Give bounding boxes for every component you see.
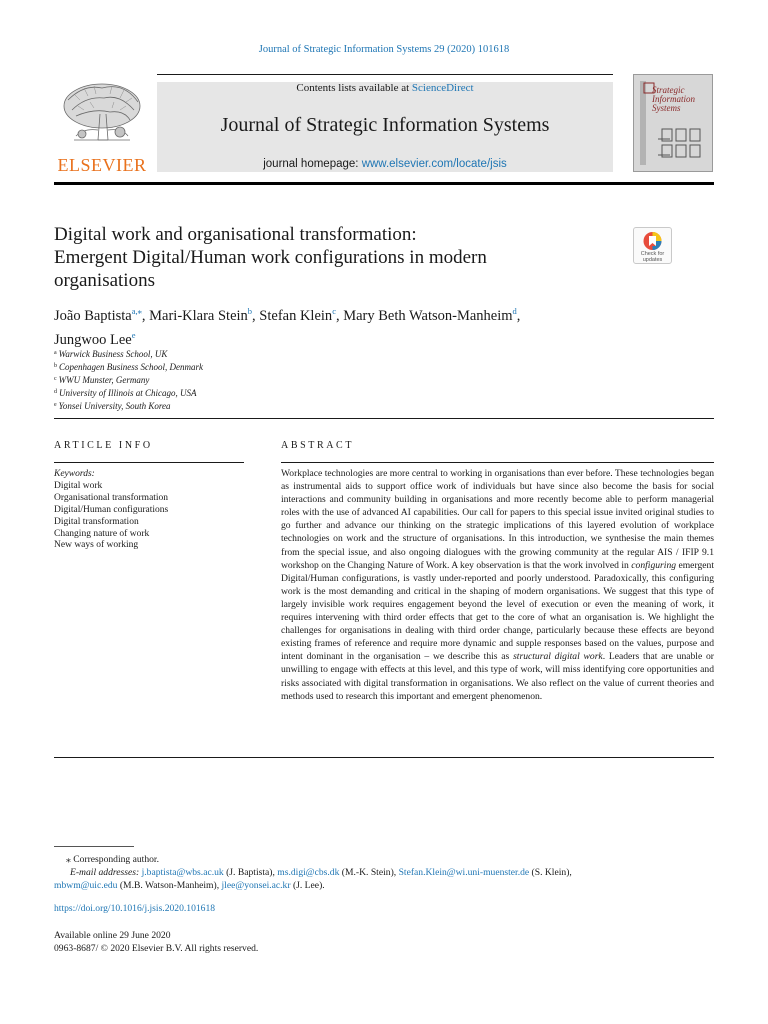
email-owner: (M.-K. Stein),	[339, 867, 399, 878]
homepage-link[interactable]: www.elsevier.com/locate/jsis	[361, 158, 507, 170]
affiliation-item	[54, 373, 203, 386]
section-rule	[54, 757, 714, 758]
affiliation-text: University of Illinois at Chicago, USA	[59, 388, 197, 398]
abstract-body	[281, 467, 714, 703]
article-info-rule	[54, 462, 244, 463]
email-link[interactable]: Stefan.Klein@wi.uni-muenster.de	[398, 867, 530, 878]
sciencedirect-link[interactable]: ScienceDirect	[411, 82, 474, 94]
keyword-item: Digital work	[54, 480, 103, 491]
affiliation-item	[54, 360, 203, 373]
abstract-rule	[281, 462, 714, 463]
crossmark-icon	[634, 230, 671, 252]
keyword-item: Changing nature of work	[54, 528, 150, 539]
affiliation-list	[54, 347, 203, 412]
keyword-list	[54, 469, 168, 552]
email-link[interactable]: j.baptista@wbs.ac.uk	[141, 867, 224, 878]
abstract-emphasis: structural digital work	[513, 651, 603, 663]
journal-citation-link[interactable]: Journal of Strategic Information Systems 29 (2020) 101618	[258, 44, 510, 55]
email-owner: (J. Lee).	[290, 880, 325, 891]
keyword-item: Digital transformation	[54, 516, 139, 527]
affiliation-mark: d	[54, 389, 57, 395]
copyright: 0963-8687/ © 2020 Elsevier B.V. All rights reserved.	[54, 943, 259, 954]
author-affil-mark[interactable]: e	[131, 330, 136, 340]
author-affil-mark[interactable]: c	[332, 306, 336, 316]
title-line: organisations	[54, 270, 155, 291]
affiliation-mark: b	[54, 363, 57, 369]
affiliation-text: Yonsei University, South Korea	[58, 401, 171, 411]
affiliation-text: Warwick Business School, UK	[58, 349, 168, 359]
title-line: Digital work and organisational transformation:	[54, 224, 417, 245]
abstract-text: . Leaders that are unable or unwilling to engage with effects at this level, and this type of work, will miss identifying core opportunities and risks associated with digital transformation in organisations. We also reflect on the value of current theories and methods used to research this important and emergent phenomenon.	[281, 651, 714, 702]
journal-title: Journal of Strategic Information Systems	[220, 114, 550, 136]
publisher-wordmark: ELSEVIER	[57, 155, 147, 175]
contents-prefix: Contents lists available at	[296, 82, 412, 94]
author-separator: ,	[335, 308, 344, 324]
affiliation-item	[54, 399, 203, 412]
abstract-text: Workplace technologies are more central to working in organisations than ever before. These technologies began as instrumental aids to support office work of individuals but have since also become the basis for social interactions and community building in organisations and more recently become able to perform managerial roles with the use of advanced AI capabilities. Our call for papers to this special issue invited original studies to go further and advance our thinking on the strategic implications of this layered evolution of workplace technologies on work and the structure of organisations. In this introduction, we synthesise the main themes from the special issue, and also ongoing dialogues with the growing community at the regular AIS / IFIP 9.1 workshop on the Changing Nature of Work. A key observation is that the work involved in	[281, 468, 714, 571]
doi-link[interactable]: https://doi.org/10.1016/j.jsis.2020.101618	[54, 903, 216, 914]
email-owner: (M.B. Watson-Manheim),	[117, 880, 222, 891]
homepage-prefix: journal homepage:	[263, 158, 362, 170]
top-rule	[157, 74, 613, 75]
keyword-item: Digital/Human configurations	[54, 504, 169, 515]
author-name[interactable]: João Baptista	[54, 308, 132, 324]
footnote-rule	[54, 846, 134, 847]
affiliation-text: Copenhagen Business School, Denmark	[59, 362, 203, 372]
availability	[54, 929, 258, 955]
affiliation-item	[54, 347, 203, 360]
email-link[interactable]: ms.digi@cbs.dk	[277, 867, 340, 878]
affiliation-item	[54, 386, 203, 399]
author-name[interactable]: Jungwoo Lee	[54, 332, 132, 348]
author-list	[54, 302, 654, 350]
author-affil-mark[interactable]: d	[512, 306, 517, 316]
abstract-heading: ABSTRACT	[281, 440, 355, 451]
affiliation-mark: c	[54, 376, 57, 382]
email-owner: (J. Baptista),	[223, 867, 278, 878]
email-owner: (S. Klein),	[529, 867, 572, 878]
contents-line	[157, 82, 613, 94]
email-link[interactable]: jlee@yonsei.ac.kr	[221, 880, 291, 891]
keyword-item: New ways of working	[54, 540, 139, 551]
author-affil-mark[interactable]: b	[247, 306, 253, 316]
title-line: Emergent Digital/Human work configurations in modern	[54, 247, 487, 268]
affiliation-mark: a	[54, 350, 57, 356]
keyword-item: Organisational transformation	[54, 492, 169, 503]
article-info-heading: ARTICLE INFO	[54, 440, 153, 451]
keywords-label: Keywords:	[54, 469, 95, 479]
email-label: E-mail addresses:	[70, 867, 142, 878]
author-name[interactable]: Mari-Klara Stein	[149, 308, 248, 324]
author-name[interactable]: Stefan Klein	[259, 308, 333, 324]
article-title	[54, 223, 614, 292]
cover-title: Strategic Information Systems	[652, 85, 696, 113]
abstract-emphasis: configuring	[631, 559, 677, 571]
author-separator: ,	[252, 308, 260, 324]
author-name[interactable]: Mary Beth Watson-Manheim	[343, 308, 513, 324]
author-separator: ,	[516, 308, 521, 324]
affiliation-mark: e	[54, 402, 57, 408]
abstract-text: emergent Digital/Human configurations, is vastly under-reported and poorly understood. Paradoxically, this configuring work is the most demanding and critical in the shaping of modern organisations. We suggest that this type of largely invisible work requires engagement beyond the level of execution or even the meaning of work, it requires intervening with third order effects that get to the core of what an organisation is. We highlight the challenges for organisations in dealing with third order change, particularly because these effects are beyond existing frames of reference and require more dynamic and supple responses based on the values, purpose and intent dominant in the organisation – we describe this as	[281, 559, 714, 663]
check-for-updates-label: Check for updates	[640, 251, 665, 263]
tree-icon	[54, 80, 150, 154]
footnotes	[54, 853, 714, 892]
email-line	[54, 879, 714, 892]
author-affil-mark[interactable]: a,⁎	[131, 306, 142, 316]
email-line	[54, 866, 714, 879]
email-link[interactable]: mbwm@uic.edu	[54, 880, 118, 891]
journal-homepage	[157, 158, 613, 170]
corresponding-note: ⁎ Corresponding author.	[66, 854, 159, 865]
masthead-rule	[54, 182, 714, 185]
section-rule	[54, 418, 714, 419]
author-separator: ,	[141, 308, 150, 324]
affiliation-text: WWU Munster, Germany	[58, 375, 150, 385]
available-online: Available online 29 June 2020	[54, 930, 171, 941]
